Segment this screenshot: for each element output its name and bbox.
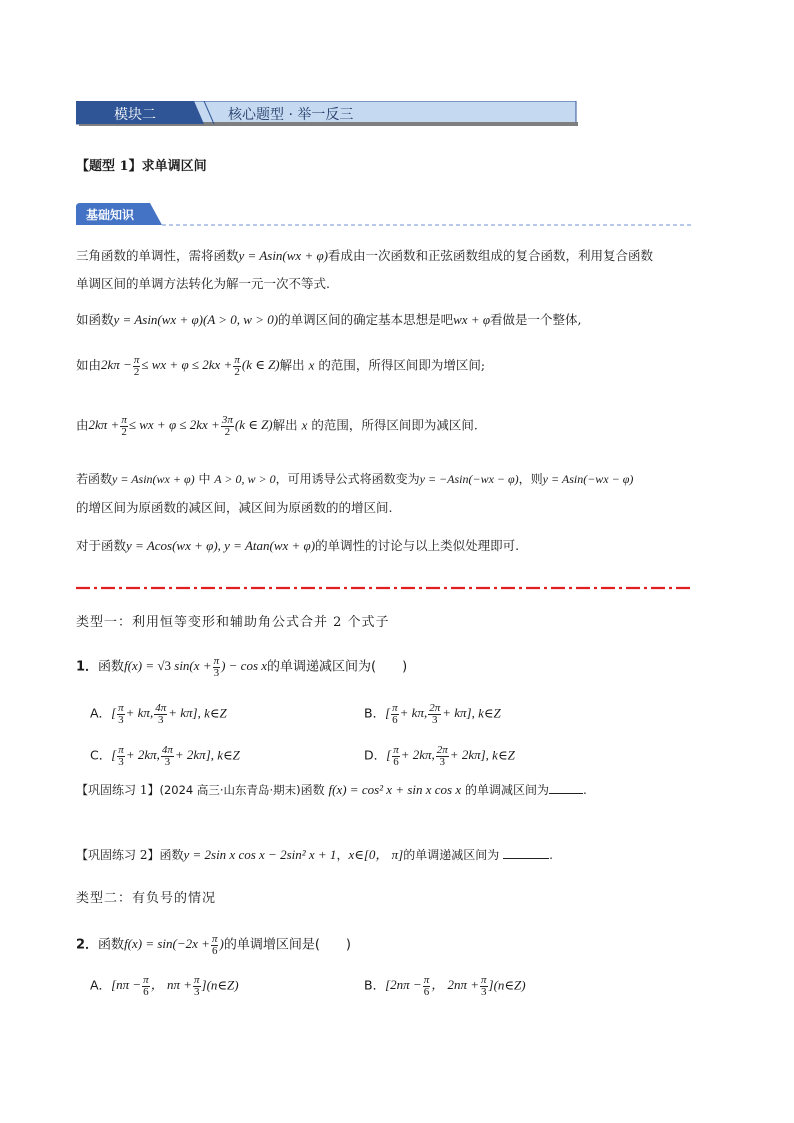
formula: f(x) = sin(−2x + $\frac{\pi}{6}$ ) <box>124 933 224 957</box>
question-1-option-d[interactable]: D．[ $\frac{\pi}{6}$ + 2kπ, $\frac{2\pi}{3}$ + 2kπ], k∈Z <box>364 744 515 768</box>
question-2-option-a[interactable]: A．[nπ − $\frac{\pi}{6}$ ， nπ + $\frac{\pi}{3}$ ](n∈Z) <box>90 974 239 998</box>
category-1-title: 类型一：利用恒等变形和辅助角公式合并 2 个式子 <box>76 615 390 630</box>
answer-blank[interactable] <box>549 781 583 794</box>
practice-2: 【巩固练习 2】函数y = 2sin x cos x − 2sin² x + 1，x∈[0， π]的单调递减区间为 . <box>76 847 553 862</box>
answer-blank[interactable] <box>503 846 549 859</box>
type-heading-title: 求单调区间 <box>141 159 207 174</box>
basics-tab-label: 基础知识 <box>86 208 135 222</box>
paragraph-1-line-2: 单调区间的单调方法转化为解一元一次不等式. <box>76 276 330 291</box>
practice-1: 【巩固练习 1】(2024 高三·山东青岛·期末)函数 f(x) = cos² x + sin x cos x 的单调减区间为 . <box>76 782 587 797</box>
type-heading <box>76 158 207 176</box>
category-2-title: 类型二：有负号的情况 <box>76 891 217 906</box>
paragraph-3: 如由2kπ − $\frac{\pi}{2}$ ≤ wx + φ ≤ 2kx + $\frac{\pi}{2}$ (k ∈ Z)解出 x 的范围，所得区间即为增区间; <box>76 354 486 378</box>
module-label: 模块二 <box>114 107 156 123</box>
formula: wx + φ <box>453 312 491 327</box>
question-1-option-c[interactable]: C．[ $\frac{\pi}{3}$ + 2kπ, $\frac{4\pi}{3}$ + 2kπ], k∈Z <box>90 744 240 768</box>
question-2-stem: 2．函数f(x) = sin(−2x + $\frac{\pi}{6}$ )的单调增区间是( ) <box>76 933 351 957</box>
formula: y = Asin(wx + φ)(A > 0, w > 0) <box>113 312 279 327</box>
formula: y = Asin(wx + φ) <box>238 248 328 263</box>
inequality: 2kπ − $\frac{\pi}{2}$ ≤ wx + φ ≤ 2kx + $\frac{\pi}{2}$ (k ∈ Z) <box>101 354 280 378</box>
inequality: 2kπ + $\frac{\pi}{2}$ ≤ wx + φ ≤ 2kx + $\frac{3\pi}{2}$ (k ∈ Z) <box>88 414 273 438</box>
section-divider <box>76 585 692 591</box>
type-heading-label: 【题型 1】 <box>76 159 142 174</box>
paragraph-6: 对于函数y = Acos(wx + φ), y = Atan(wx + φ)的单调性的讨论与以上类似处理即可. <box>76 538 520 553</box>
paragraph-1-line-1: 三角函数的单调性，需将函数y = Asin(wx + φ)看成由一次函数和正弦函数组成的复合函数，利用复合函数 <box>76 248 654 263</box>
question-2-option-b[interactable]: B．[2nπ − $\frac{\pi}{6}$ ， 2nπ + $\frac{\pi}{3}$ ](n∈Z) <box>364 974 526 998</box>
question-1-option-b[interactable]: B．[ $\frac{\pi}{6}$ + kπ, $\frac{2\pi}{3}$ + kπ], k∈Z <box>364 702 501 726</box>
question-1-option-a[interactable]: A．[ $\frac{\pi}{3}$ + kπ, $\frac{4\pi}{3}$ + kπ], k∈Z <box>90 702 227 726</box>
paragraph-5-line-2: 的增区间为原函数的减区间，减区间为原函数的的增区间. <box>76 500 393 515</box>
paragraph-2: 如函数y = Asin(wx + φ)(A > 0, w > 0)的单调区间的确定基本思想是吧wx + φ看做是一个整体, <box>76 312 582 327</box>
question-1-stem: 1．函数f(x) = √3 sin(x + $\frac{\pi}{3}$ ) − cos x的单调递减区间为( ) <box>76 655 408 679</box>
basics-tab-shape <box>76 203 696 229</box>
basics-tab <box>76 203 696 229</box>
paragraph-4: 由2kπ + $\frac{\pi}{2}$ ≤ wx + φ ≤ 2kx + $\frac{3\pi}{2}$ (k ∈ Z)解出 x 的范围，所得区间即为减区间. <box>76 414 478 438</box>
module-banner <box>76 101 578 127</box>
formula: f(x) = √3 sin(x + $\frac{\pi}{3}$ ) − cos x <box>124 655 268 679</box>
module-title: 核心题型 · 举一反三 <box>228 107 354 123</box>
paragraph-5-line-1: 若函数y = Asin(wx + φ) 中 A > 0, w > 0，可用诱导公式将函数变为y = −Asin(−wx − φ)，则y = Asin(−wx − φ) <box>76 472 634 486</box>
